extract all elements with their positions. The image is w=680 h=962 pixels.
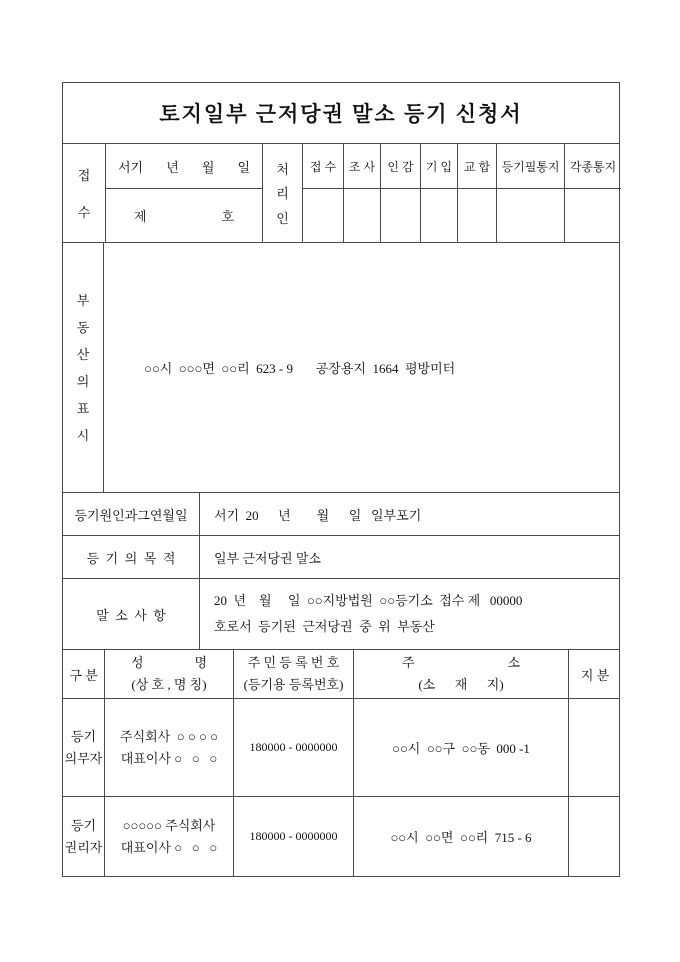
stamp-header-seal: 인 감 xyxy=(381,144,420,189)
stamp-column-entry xyxy=(421,144,458,242)
obligee-role-line2: 권리자 xyxy=(64,839,103,855)
processor-char-1: 처 xyxy=(276,161,289,177)
obligor-name-line2: 대표이사 ○ ○ ○ xyxy=(120,750,218,766)
stamp-column-completion-notice xyxy=(497,144,565,242)
stamp-header-entry: 기 입 xyxy=(421,144,457,189)
stamp-header-collation: 교 합 xyxy=(458,144,496,189)
purpose-row xyxy=(63,536,619,579)
property-label-char-6: 시 xyxy=(76,427,90,443)
form-title: 토지일부 근저당권 말소 등기 신청서 xyxy=(159,102,523,126)
stamp-column-misc-notice xyxy=(565,144,621,242)
registration-form-table xyxy=(62,82,620,877)
obligee-share xyxy=(569,797,621,876)
stamp-column-collation xyxy=(458,144,497,242)
header-category: 구 분 xyxy=(63,650,105,698)
purpose-label: 등 기 의 목 적 xyxy=(63,536,200,578)
property-label xyxy=(63,243,104,492)
receipt-date-line xyxy=(106,144,262,189)
header-name xyxy=(105,650,234,698)
era-label: 서기 xyxy=(118,159,144,175)
month-label: 월 xyxy=(201,159,215,175)
property-label-char-3: 산 xyxy=(76,346,90,362)
property-label-char-1: 부 xyxy=(76,292,90,308)
header-address-right: 소 xyxy=(507,655,520,670)
stamp-blank-collation xyxy=(458,189,496,242)
stamp-blank-seal xyxy=(381,189,420,242)
obligee-name-line1: ○○○○○ 주식회사 xyxy=(122,817,216,833)
header-regno xyxy=(234,650,354,698)
stamp-header-completion-notice: 등기필통지 xyxy=(497,144,564,189)
header-address xyxy=(354,650,569,698)
property-label-char-5: 표 xyxy=(76,400,90,416)
header-name-line1 xyxy=(105,652,233,674)
cancellation-row xyxy=(63,579,619,650)
stamp-blank-examination xyxy=(344,189,380,242)
header-regno-line1: 주 민 등 록 번 호 xyxy=(247,655,340,670)
obligor-role xyxy=(63,699,105,796)
day-label: 일 xyxy=(237,159,250,175)
cancellation-label: 말 소 사 항 xyxy=(63,579,200,649)
header-name-right: 명 xyxy=(194,655,207,670)
header-regno-sub: (등기용 등록번호) xyxy=(243,677,344,692)
header-address-sub: (소 재 지) xyxy=(418,677,504,692)
stamp-column-seal xyxy=(381,144,421,242)
obligee-row xyxy=(63,797,619,876)
obligee-role-line1: 등기 xyxy=(70,817,97,833)
header-name-left: 성 xyxy=(131,655,144,670)
obligor-role-line1: 등기 xyxy=(70,728,97,744)
receipt-label-cell xyxy=(63,144,106,242)
purpose-value: 일부 근저당권 말소 xyxy=(214,550,321,566)
obligee-regno: 180000 - 0000000 xyxy=(234,797,354,876)
title-row xyxy=(63,83,619,144)
property-description: ○○시 ○○○면 ○○리 623 - 9 공장용지 1664 평방미터 xyxy=(144,361,456,376)
year-label: 년 xyxy=(166,159,179,175)
receipt-number-line xyxy=(106,189,262,242)
header-address-left: 주 xyxy=(402,655,415,670)
header-name-sub: (상 호 , 명 칭) xyxy=(131,677,207,692)
number-prefix-label: 제 xyxy=(134,209,147,224)
obligor-name-line1: 주식회사 ○ ○ ○ ○ xyxy=(120,728,218,744)
obligee-name xyxy=(105,797,234,876)
receipt-date-number-cell xyxy=(106,144,263,242)
property-label-char-2: 동 xyxy=(76,319,90,335)
property-label-char-4: 의 xyxy=(76,373,90,389)
cause-row xyxy=(63,493,619,536)
stamp-blank-receipt xyxy=(303,189,343,242)
obligor-role-line2: 의무자 xyxy=(64,750,103,766)
number-suffix-label: 호 xyxy=(221,209,234,224)
stamp-column-receipt xyxy=(303,144,344,242)
obligee-role xyxy=(63,797,105,876)
header-address-line1 xyxy=(354,652,568,674)
stamp-header-receipt: 접 수 xyxy=(303,144,343,189)
stamp-column-examination xyxy=(344,144,381,242)
obligor-regno: 180000 - 0000000 xyxy=(234,699,354,796)
stamp-blank-completion-notice xyxy=(497,189,564,242)
header-share: 지 분 xyxy=(580,667,610,683)
obligee-name-line2: 대표이사 ○ ○ ○ xyxy=(120,839,218,855)
receipt-label-bottom: 수 xyxy=(77,205,91,220)
property-block xyxy=(63,243,619,493)
party-table-header xyxy=(63,650,619,699)
processor-cell xyxy=(263,144,303,242)
processor-char-2: 리 xyxy=(276,186,289,202)
cancellation-value-line2: 호로서 등기된 근저당권 중 위 부동산 xyxy=(214,619,435,634)
stamp-blank-entry xyxy=(421,189,457,242)
stamp-header-examination: 조 사 xyxy=(344,144,380,189)
obligor-name xyxy=(105,699,234,796)
processor-char-3: 인 xyxy=(276,211,289,227)
receipt-label-top: 접 xyxy=(77,168,91,183)
obligor-row xyxy=(63,699,619,797)
stamp-blank-misc-notice xyxy=(565,189,621,242)
cancellation-value-line1: 20 년 월 일 ○○지방법원 ○○등기소 접수 제 00000 xyxy=(214,593,523,608)
obligee-address: ○○시 ○○면 ○○리 715 - 6 xyxy=(354,797,569,876)
obligor-address: ○○시 ○○구 ○○동 000 -1 xyxy=(354,699,569,796)
obligor-share xyxy=(569,699,621,796)
stamp-header-misc-notice: 각종통지 xyxy=(565,144,621,189)
cause-label: 등기원인과그연월일 xyxy=(63,493,200,535)
receipt-block xyxy=(63,144,619,243)
cancellation-value xyxy=(200,579,619,649)
cause-value: 서기 20 년 월 일 일부포기 xyxy=(214,507,422,523)
